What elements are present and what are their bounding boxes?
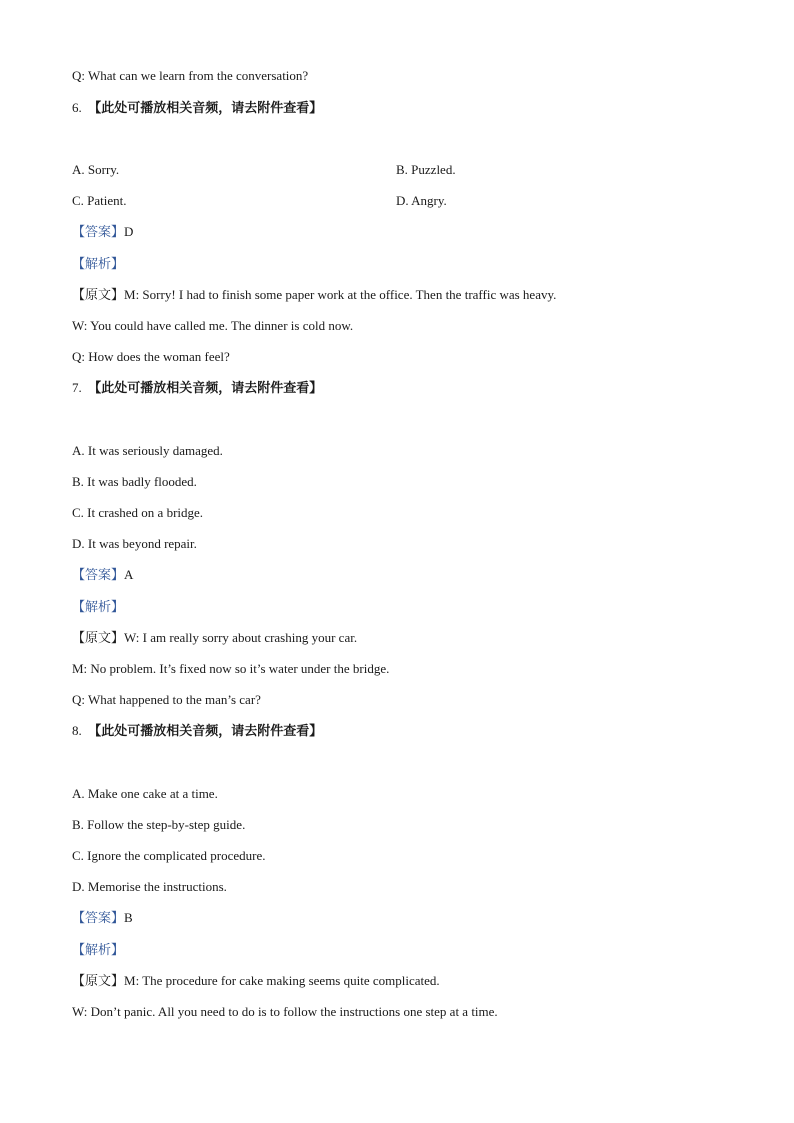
q6-analysis bbox=[72, 256, 124, 273]
q6-audio-note: 【此处可播放相关音频，请去附件查看】 bbox=[88, 101, 323, 116]
q8-transcript-line-2: W: Don’t panic. All you need to do is to follow the instructions one step at a time. bbox=[72, 1004, 498, 1019]
q7-transcript-line-2: M: No problem. It’s fixed now so it’s water under the bridge. bbox=[72, 661, 390, 676]
q6-answer-label: 【答案】 bbox=[72, 225, 125, 240]
q6-option-c: C. Patient. bbox=[72, 193, 127, 208]
q7-answer-label: 【答案】 bbox=[72, 568, 125, 583]
q7-option-a: A. It was seriously damaged. bbox=[72, 443, 223, 458]
q5-question-line: Q: What can we learn from the conversation? bbox=[72, 68, 309, 83]
q6-analysis-label: 【解析】 bbox=[72, 257, 125, 272]
q7-question-line: Q: What happened to the man’s car? bbox=[72, 692, 261, 707]
q7-option-c: C. It crashed on a bridge. bbox=[72, 505, 204, 520]
q6-transcript-1: M: Sorry! I had to finish some paper work at the office. Then the traffic was heavy. bbox=[124, 287, 557, 302]
q8-original-label: 【原文】 bbox=[72, 974, 125, 989]
q7-answer bbox=[72, 567, 133, 584]
q7-audio-note: 【此处可播放相关音频，请去附件查看】 bbox=[88, 381, 323, 396]
q8-option-b: B. Follow the step-by-step guide. bbox=[72, 817, 246, 832]
q7-transcript-1: W: I am really sorry about crashing your car. bbox=[124, 630, 358, 645]
q8-audio-note: 【此处可播放相关音频，请去附件查看】 bbox=[88, 724, 323, 739]
q7-answer-value: A bbox=[124, 567, 134, 582]
q8-answer-value: B bbox=[124, 910, 133, 925]
q8-analysis-label: 【解析】 bbox=[72, 943, 125, 958]
q6-transcript-line-1 bbox=[72, 287, 556, 304]
q6-answer-value: D bbox=[124, 224, 134, 239]
q7-transcript-line-1 bbox=[72, 630, 357, 647]
q6-number: 6. bbox=[72, 100, 82, 115]
q8-answer-label: 【答案】 bbox=[72, 911, 125, 926]
q7-option-b: B. It was badly flooded. bbox=[72, 474, 197, 489]
q8-transcript-1: M: The procedure for cake making seems quite complicated. bbox=[124, 973, 440, 988]
q6-option-a: A. Sorry. bbox=[72, 162, 120, 177]
q8-option-d: D. Memorise the instructions. bbox=[72, 879, 227, 894]
q8-transcript-line-1 bbox=[72, 973, 440, 990]
q7-header bbox=[72, 380, 322, 397]
q6-answer bbox=[72, 224, 133, 241]
q8-option-a: A. Make one cake at a time. bbox=[72, 786, 218, 801]
q8-analysis bbox=[72, 942, 124, 959]
q6-header bbox=[72, 100, 322, 117]
q8-number: 8. bbox=[72, 723, 82, 738]
q6-option-b: B. Puzzled. bbox=[396, 162, 456, 177]
q6-option-d: D. Angry. bbox=[396, 193, 447, 208]
q6-question-line: Q: How does the woman feel? bbox=[72, 349, 230, 364]
q8-option-c: C. Ignore the complicated procedure. bbox=[72, 848, 266, 863]
q7-analysis bbox=[72, 599, 124, 616]
q7-analysis-label: 【解析】 bbox=[72, 600, 125, 615]
q8-answer bbox=[72, 910, 133, 927]
q7-option-d: D. It was beyond repair. bbox=[72, 536, 197, 551]
q6-transcript-line-2: W: You could have called me. The dinner is cold now. bbox=[72, 318, 354, 333]
q7-number: 7. bbox=[72, 380, 82, 395]
q6-original-label: 【原文】 bbox=[72, 288, 125, 303]
q8-header bbox=[72, 723, 322, 740]
q7-original-label: 【原文】 bbox=[72, 631, 125, 646]
